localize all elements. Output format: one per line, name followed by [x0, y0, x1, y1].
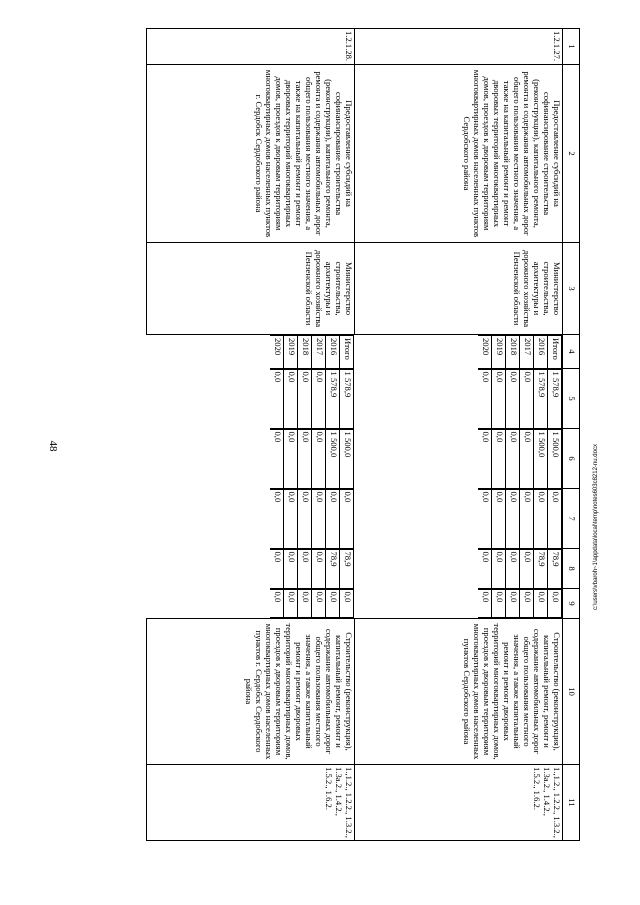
sub-row: [298, 336, 312, 369]
funding-value: 0,0: [506, 369, 520, 428]
funding-value: 0,0: [326, 489, 340, 548]
funding-value: 0,0: [478, 369, 492, 428]
sub-row: [534, 589, 548, 618]
funding-value: 0,0: [312, 589, 326, 618]
sub-row: [492, 489, 506, 548]
sub-row: [548, 369, 562, 428]
funding-value: 0,0: [326, 589, 340, 618]
funding-value: 0,0: [534, 489, 548, 548]
funding-value: 0,0: [271, 429, 285, 488]
sub-row: [326, 589, 340, 618]
year-value: 2017: [520, 336, 534, 369]
indicator-links: 1.,1.2., 1.2.2., 1.3.2., 1.3а.2., 1.4.2., 1.5.2., 1.6.2.: [355, 765, 563, 841]
sub-row: [506, 336, 520, 369]
sub-row: [298, 369, 312, 428]
sub-row: [326, 549, 340, 588]
funding-value: 1 578,9: [340, 369, 354, 428]
sub-row: [492, 589, 506, 618]
sub-row: [534, 549, 548, 588]
funding-value: 0,0: [506, 429, 520, 488]
funding-value: 0,0: [312, 429, 326, 488]
funding-value: 0,0: [271, 589, 285, 618]
funding-value: 0,0: [312, 489, 326, 548]
indicator-links: 1.,1.2., 1.2.2., 1.3.2., 1.3а.2., 1.4.2., 1.5.2., 1.6.2.: [147, 765, 355, 841]
funding-value: 0,0: [284, 369, 298, 428]
sub-row: [271, 369, 285, 428]
header-col-2: 2: [563, 65, 580, 243]
funding-value: 0,0: [478, 429, 492, 488]
sub-row: [548, 429, 562, 488]
funding-value: 1 578,9: [548, 369, 562, 428]
sub-row: [284, 429, 298, 488]
header-col-6: 6: [563, 429, 580, 489]
sub-row: [271, 336, 285, 369]
table-row: [147, 29, 355, 841]
sub-row: [534, 369, 548, 428]
funding-value: 0,0: [478, 589, 492, 618]
sub-row: [520, 549, 534, 588]
funding-value: 0,0: [520, 489, 534, 548]
sub-row: [326, 429, 340, 488]
sub-row: [548, 549, 562, 588]
sub-row: [284, 336, 298, 369]
extra-funding-cell: [355, 589, 563, 619]
funding-value: 0,0: [520, 369, 534, 428]
sub-row: [340, 336, 354, 369]
funding-value: 0,0: [284, 549, 298, 588]
rotated-table-container: [80, 28, 580, 840]
funding-value: 0,0: [298, 429, 312, 488]
header-col-3: 3: [563, 243, 580, 335]
sub-row: [492, 369, 506, 428]
funding-value: 0,0: [340, 589, 354, 618]
table-row: [355, 29, 563, 841]
funding-value: 0,0: [298, 549, 312, 588]
sub-row: [534, 336, 548, 369]
sub-row: [312, 369, 326, 428]
funding-value: 1 500,0: [548, 429, 562, 488]
year-value: 2016: [534, 336, 548, 369]
sub-row: [548, 589, 562, 618]
sub-row: [506, 589, 520, 618]
sub-row: [340, 549, 354, 588]
sub-row: [478, 489, 492, 548]
sub-row: [312, 336, 326, 369]
header-col-9: 9: [563, 589, 580, 619]
expected-result: Строительство (реконструкция), капитальный ремонт, ремонт и содержание автомобильных дорог общего пользования местного значения, а также капитальный ремонт и ремонт дворовых территорий многоквартирных домов, проездов к дворовым территориям многоквартирных домов населенных пунктов Сердобского района: [355, 619, 563, 765]
years-cell: [147, 335, 355, 369]
funding-value: 0,0: [492, 589, 506, 618]
sub-row: [312, 589, 326, 618]
measure-description: Предоставление субсидий на софинансирование строительства (реконструкции), капитального ремонта, ремонта и содержания автомобильных дорог общего пользования местного значения, а также на капитальный ремонт и ремонт дворовых территорий многоквартирных домов, проездов к дворовым территориям многоквартирных домов населенных пунктов г. Сердобск Сердобского района: [147, 65, 355, 243]
sub-row: [478, 429, 492, 488]
sub-row: [298, 429, 312, 488]
sub-row: [548, 336, 562, 369]
sub-row: [506, 429, 520, 488]
sub-row: [340, 589, 354, 618]
sub-row: [271, 489, 285, 548]
funding-value: 0,0: [534, 589, 548, 618]
funding-value: 0,0: [506, 489, 520, 548]
sub-row: [534, 429, 548, 488]
year-value: 2018: [506, 336, 520, 369]
sub-row: [478, 336, 492, 369]
sub-row: [340, 489, 354, 548]
extra-funding-cell: [147, 589, 355, 619]
year-value: 2016: [326, 336, 340, 369]
program-measures-table: [146, 28, 580, 841]
sub-row: [284, 369, 298, 428]
sub-row: [478, 549, 492, 588]
year-value: 2018: [298, 336, 312, 369]
sub-row: [298, 549, 312, 588]
sub-row: [478, 589, 492, 618]
sub-row: [271, 429, 285, 488]
funding-value: 0,0: [520, 589, 534, 618]
funding-value: 78,9: [340, 549, 354, 588]
sub-row: [548, 489, 562, 548]
sub-row: [298, 589, 312, 618]
funding-value: 0,0: [478, 549, 492, 588]
header-row: [563, 29, 580, 841]
total-funding-cell: [147, 369, 355, 429]
years-cell: [355, 335, 563, 369]
funding-value: 0,0: [298, 369, 312, 428]
funding-value: 0,0: [492, 489, 506, 548]
local-funding-cell: [147, 549, 355, 589]
federal-funding-cell: [355, 429, 563, 489]
sub-row: [326, 489, 340, 548]
header-col-11: 11: [563, 765, 580, 841]
year-value: 2020: [271, 336, 285, 369]
local-funding-cell: [355, 549, 563, 589]
header-col-10: 10: [563, 619, 580, 765]
total-funding-cell: [355, 369, 563, 429]
funding-value: 0,0: [506, 549, 520, 588]
funding-value: 0,0: [492, 549, 506, 588]
regional-funding-cell: [355, 489, 563, 549]
header-col-7: 7: [563, 489, 580, 549]
year-value: 2019: [492, 336, 506, 369]
funding-value: 78,9: [326, 549, 340, 588]
year-value: 2020: [478, 336, 492, 369]
funding-value: 0,0: [506, 589, 520, 618]
measure-number: 1.2.1.27.: [355, 29, 563, 65]
funding-value: 78,9: [534, 549, 548, 588]
sub-row: [506, 549, 520, 588]
measure-number: 1.2.1.28.: [147, 29, 355, 65]
year-value: Итого: [340, 336, 354, 369]
sub-row: [492, 336, 506, 369]
measure-description: Предоставление субсидий на софинансирование строительства (реконструкции), капитального ремонта, ремонта и содержания автомобильных дорог общего пользования местного значения, а также на капитальный ремонт и ремонт дворовых территорий многоквартирных домов, проездов к дворовым территориям многоквартирных домов населенных пунктов Сердобского района: [355, 65, 563, 243]
sub-row: [492, 429, 506, 488]
funding-value: 0,0: [520, 429, 534, 488]
sub-row: [326, 369, 340, 428]
year-value: 2017: [312, 336, 326, 369]
executor: Министерство строительства, архитектуры и дорожного хозяйства Пензенской области: [355, 243, 563, 335]
header-col-8: 8: [563, 549, 580, 589]
executor: Министерство строительства, архитектуры и дорожного хозяйства Пензенской области: [147, 243, 355, 335]
sub-row: [312, 549, 326, 588]
regional-funding-cell: [147, 489, 355, 549]
year-value: 2019: [284, 336, 298, 369]
funding-value: 1 578,9: [326, 369, 340, 428]
funding-value: 0,0: [548, 589, 562, 618]
funding-value: 0,0: [298, 489, 312, 548]
funding-value: 0,0: [271, 549, 285, 588]
header-col-4: 4: [563, 335, 580, 369]
funding-value: 0,0: [340, 489, 354, 548]
sub-row: [534, 489, 548, 548]
sub-row: [506, 369, 520, 428]
funding-value: 0,0: [492, 429, 506, 488]
funding-value: 0,0: [284, 429, 298, 488]
funding-value: 0,0: [478, 489, 492, 548]
sub-row: [312, 429, 326, 488]
sub-row: [492, 549, 506, 588]
expected-result: Строительство (реконструкция), капитальный ремонт, ремонт и содержание автомобильных дорог общего пользования местного значения, а также капитальный ремонт и ремонт дворовых территорий многоквартирных домов, проездов к дворовым территориям многоквартирных домов населенных пунктов г. Сердобск Сердобского района: [147, 619, 355, 765]
funding-value: 0,0: [312, 549, 326, 588]
file-path-footer: c:\users\vbaroh~1\appdata\local\temp\notes603c8212-nu.docx: [593, 444, 599, 610]
sub-row: [284, 489, 298, 548]
sub-row: [506, 489, 520, 548]
funding-value: 1 578,9: [534, 369, 548, 428]
sub-row: [271, 589, 285, 618]
sub-row: [520, 429, 534, 488]
sub-row: [478, 369, 492, 428]
funding-value: 0,0: [284, 589, 298, 618]
sub-row: [520, 489, 534, 548]
sub-row: [284, 549, 298, 588]
sub-row: [312, 489, 326, 548]
funding-value: 0,0: [520, 549, 534, 588]
sub-row: [326, 336, 340, 369]
sub-row: [340, 429, 354, 488]
sub-row: [271, 549, 285, 588]
funding-value: 0,0: [548, 489, 562, 548]
sub-row: [520, 336, 534, 369]
funding-value: 1 500,0: [340, 429, 354, 488]
funding-value: 0,0: [271, 489, 285, 548]
funding-value: 78,9: [548, 549, 562, 588]
funding-value: 0,0: [298, 589, 312, 618]
sub-row: [284, 589, 298, 618]
federal-funding-cell: [147, 429, 355, 489]
funding-value: 0,0: [492, 369, 506, 428]
sub-row: [340, 369, 354, 428]
funding-value: 0,0: [284, 489, 298, 548]
funding-value: 1 500,0: [326, 429, 340, 488]
funding-value: 1 500,0: [534, 429, 548, 488]
page-number: 48: [47, 440, 59, 452]
year-value: Итого: [548, 336, 562, 369]
sub-row: [520, 589, 534, 618]
funding-value: 0,0: [312, 369, 326, 428]
sub-row: [520, 369, 534, 428]
header-col-5: 5: [563, 369, 580, 429]
funding-value: 0,0: [271, 369, 285, 428]
sub-row: [298, 489, 312, 548]
header-col-1: 1: [563, 29, 580, 65]
